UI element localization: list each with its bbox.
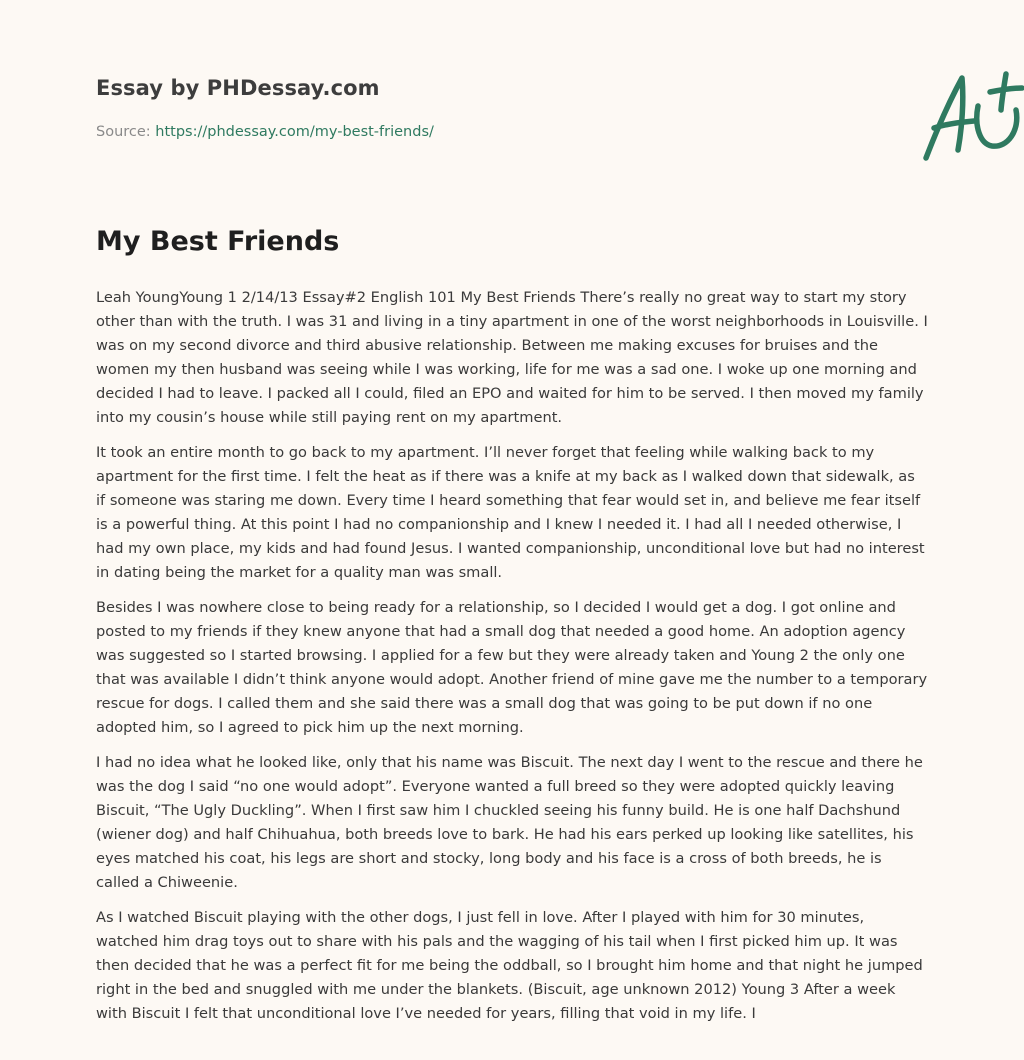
essay-body [96, 286, 928, 1037]
source-link[interactable]: https://phdessay.com/my-best-friends/ [155, 124, 434, 140]
site-brand: Essay by PHDessay.com [96, 76, 380, 100]
essay-paragraph: As I watched Biscuit playing with the other dogs, I just fell in love. After I played with him for 30 minutes, watched him drag toys out to share with his pals and the wagging of his tail when I first picked him up. It was then decided that he was a perfect fit for me being the oddball, so I brought him home and that night he jumped right in the bed and snuggled with me under the blankets. (Biscuit, age unknown 2012) Young 3 After a week with Biscuit I felt that unconditional love I’ve needed for years, filling that void in my life. I [96, 909, 923, 1022]
essay-paragraph: Besides I was nowhere close to being ready for a relationship, so I decided I would get a dog. I got online and posted to my friends if they knew anyone that had a small dog that needed a good home. An adoption agency was suggested so I started browsing. I applied for a few but they were already taken and Young 2 the only one that was available I didn’t think anyone would adopt. Another friend of mine gave me the number to a temporary rescue for dogs. I called them and she said there was a small dog that was going to be put down if no one adopted him, so I agreed to pick him up the next morning. [96, 599, 928, 736]
essay-paragraph: It took an entire month to go back to my apartment. I’ll never forget that feeling while walking back to my apartment for the first time. I felt the heat as if there was a knife at my back as I walked down that sidewalk, as if someone was staring me down. Every time I heard something that fear would set in, and believe me fear itself is a powerful thing. At this point I had no companionship and I knew I needed it. I had all I needed otherwise, I had my own place, my kids and had found Jesus. I wanted companionship, unconditional love but had no interest in dating being the market for a quality man was small. [96, 444, 925, 581]
essay-paragraph: I had no idea what he looked like, only that his name was Biscuit. The next day I went to the rescue and there he was the dog I said “no one would adopt”. Everyone wanted a full breed so they were adopted quickly leaving Biscuit, “The Ugly Duckling”. When I first saw him I chuckled seeing his funny build. He is one half Dachshund (wiener dog) and half Chihuahua, both breeds love to bark. He had his ears perked up looking like satellites, his eyes matched his coat, his legs are short and stocky, long body and his face is a cross of both breeds, he is called a Chiweenie. [96, 754, 923, 891]
essay-title: My Best Friends [96, 226, 340, 257]
essay-paragraph: Leah YoungYoung 1 2/14/13 Essay#2 English 101 My Best Friends There’s really no great way to start my story other than with the truth. I was 31 and living in a tiny apartment in one of the worst neighborhoods in Louisville. I was on my second divorce and third abusive relationship. Between me making excuses for bruises and the women my then husband was seeing while I was working, life for me was a sad one. I woke up one morning and decided I had to leave. I packed all I could, filed an EPO and waited for him to be served. I then moved my family into my cousin’s house while still paying rent on my apartment. [96, 289, 928, 426]
a-plus-grade-icon [916, 66, 1024, 166]
source-label: Source: [96, 124, 151, 140]
source-line [96, 124, 434, 140]
